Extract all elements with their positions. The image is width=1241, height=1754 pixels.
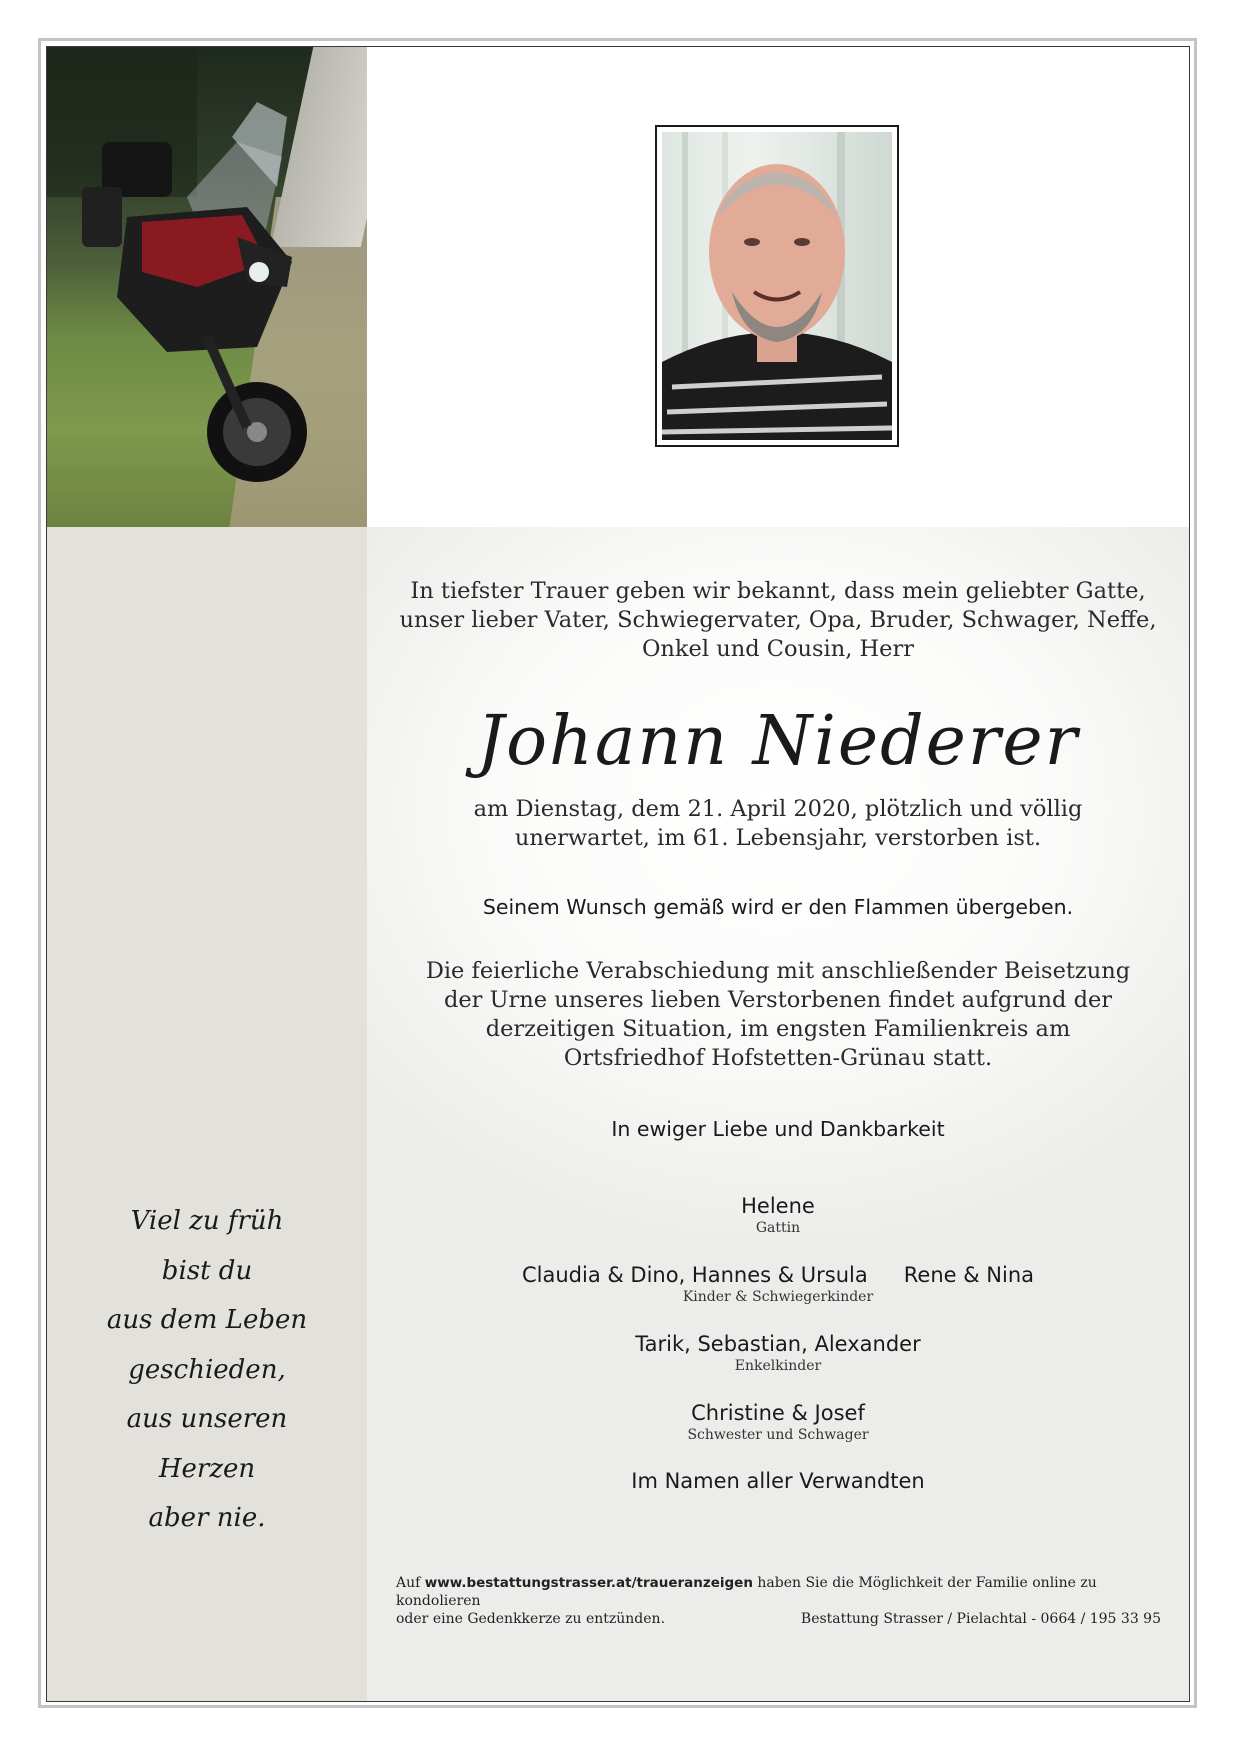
grandchildren-names: Tarik, Sebastian, Alexander bbox=[635, 1332, 921, 1356]
main-content bbox=[367, 47, 1189, 1701]
siblings-relation: Schwester und Schwager bbox=[687, 1427, 869, 1443]
funeral-home-contact: Bestattung Strasser / Pielachtal - 0664 / 195 33 95 bbox=[800, 1611, 1161, 1627]
spouse-relation: Gattin bbox=[755, 1220, 801, 1236]
children-names-b: Rene & Nina bbox=[903, 1263, 1035, 1287]
poem-line: aus unseren bbox=[126, 1404, 288, 1434]
ceremony-line: Ortsfriedhof Hofstetten-Grünau statt. bbox=[563, 1045, 993, 1071]
spouse-name: Helene bbox=[741, 1194, 815, 1218]
footer-suffix: haben Sie die Möglichkeit der Familie online zu kondolieren bbox=[396, 1575, 1097, 1609]
siblings-names: Christine & Josef bbox=[691, 1401, 865, 1425]
portrait-photo bbox=[655, 125, 899, 447]
motorcycle-icon bbox=[47, 47, 367, 527]
children-relation: Kinder & Schwiegerkinder bbox=[682, 1289, 874, 1305]
poem-line: Viel zu früh bbox=[130, 1206, 284, 1236]
intro-line: In tiefster Trauer geben wir bekannt, dass mein geliebter Gatte, bbox=[410, 578, 1146, 604]
children-names-a: Claudia & Dino, Hannes & Ursula bbox=[521, 1263, 868, 1287]
sidebar bbox=[47, 47, 367, 1701]
poem bbox=[47, 1197, 367, 1544]
motorcycle-photo bbox=[47, 47, 367, 527]
grandchildren-relation: Enkelkinder bbox=[734, 1358, 822, 1374]
poem-line: bist du bbox=[161, 1255, 253, 1286]
death-line: unerwartet, im 61. Lebensjahr, verstorben ist. bbox=[514, 825, 1042, 851]
closing-text: Im Namen aller Verwandten bbox=[631, 1469, 925, 1493]
ceremony-line: derzeitigen Situation, im engsten Familienkreis am bbox=[485, 1016, 1071, 1042]
intro-line: Onkel und Cousin, Herr bbox=[641, 636, 914, 662]
poem-line: aus dem Leben bbox=[106, 1305, 308, 1335]
intro-line: unser lieber Vater, Schwiegervater, Opa, Bruder, Schwager, Neffe, bbox=[399, 607, 1157, 633]
website-link[interactable]: www.bestattungstrasser.at/traueranzeigen bbox=[424, 1575, 753, 1591]
death-line: am Dienstag, dem 21. April 2020, plötzlich und völlig bbox=[473, 796, 1083, 822]
ceremony-line: Die feierliche Verabschiedung mit anschließender Beisetzung bbox=[425, 958, 1131, 984]
deceased-name: Johann Niederer bbox=[476, 702, 1080, 781]
ceremony-line: der Urne unseres lieben Verstorbenen findet aufgrund der bbox=[443, 987, 1113, 1013]
poem-line: aber nie. bbox=[148, 1503, 266, 1533]
text-background bbox=[367, 527, 1189, 1701]
poem-line: geschieden, bbox=[128, 1354, 286, 1385]
eternal-love-text: In ewiger Liebe und Dankbarkeit bbox=[611, 1117, 945, 1141]
footer-candle-text: oder eine Gedenkkerze zu entzünden. bbox=[396, 1611, 666, 1627]
notice-card bbox=[46, 46, 1190, 1702]
poem-line: Herzen bbox=[158, 1453, 256, 1484]
person-icon bbox=[662, 132, 892, 440]
footer-prefix: Auf bbox=[396, 1575, 425, 1591]
wish-text: Seinem Wunsch gemäß wird er den Flammen übergeben. bbox=[482, 895, 1074, 919]
